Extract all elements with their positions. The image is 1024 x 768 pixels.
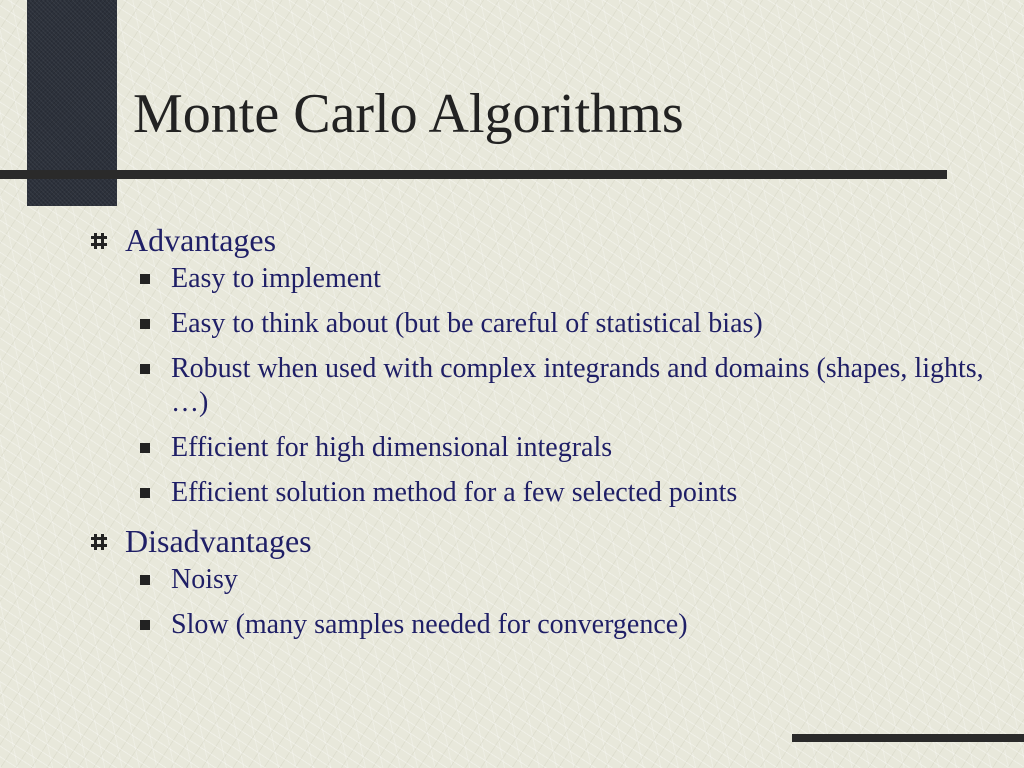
hash-bullet-icon	[90, 533, 108, 551]
section-heading-text: Disadvantages	[125, 523, 312, 559]
title-underline-rule	[0, 170, 947, 179]
list-item	[88, 352, 988, 420]
list-item	[88, 476, 988, 510]
section-heading	[88, 521, 988, 561]
list-item-text: Easy to think about (but be careful of statistical bias)	[171, 308, 763, 339]
footer-rule	[792, 734, 1024, 742]
section-heading	[88, 220, 988, 260]
list-item-text: Efficient solution method for a few selected points	[171, 477, 738, 508]
list-item	[88, 563, 988, 597]
list-item	[88, 262, 988, 296]
list-item-text: Efficient for high dimensional integrals	[171, 432, 613, 463]
square-bullet-icon	[140, 274, 150, 284]
square-bullet-icon	[140, 319, 150, 329]
hash-bullet-icon	[90, 232, 108, 250]
square-bullet-icon	[140, 488, 150, 498]
list-item-text: Slow (many samples needed for convergence)	[171, 609, 688, 640]
list-item-text: Easy to implement	[171, 263, 381, 294]
slide-title: Monte Carlo Algorithms	[133, 83, 684, 145]
square-bullet-icon	[140, 364, 150, 374]
list-item	[88, 431, 988, 465]
slide-content	[88, 220, 988, 653]
list-item-text: Noisy	[171, 564, 238, 595]
section-heading-text: Advantages	[125, 222, 277, 258]
square-bullet-icon	[140, 620, 150, 630]
section-advantages	[88, 220, 988, 510]
square-bullet-icon	[140, 443, 150, 453]
list-item	[88, 608, 988, 642]
bullet-list	[88, 563, 988, 642]
section-disadvantages	[88, 521, 988, 642]
bullet-list	[88, 262, 988, 510]
list-item-text: Robust when used with complex integrands and domains (shapes, lights, …)	[171, 353, 984, 418]
list-item	[88, 307, 988, 341]
square-bullet-icon	[140, 575, 150, 585]
